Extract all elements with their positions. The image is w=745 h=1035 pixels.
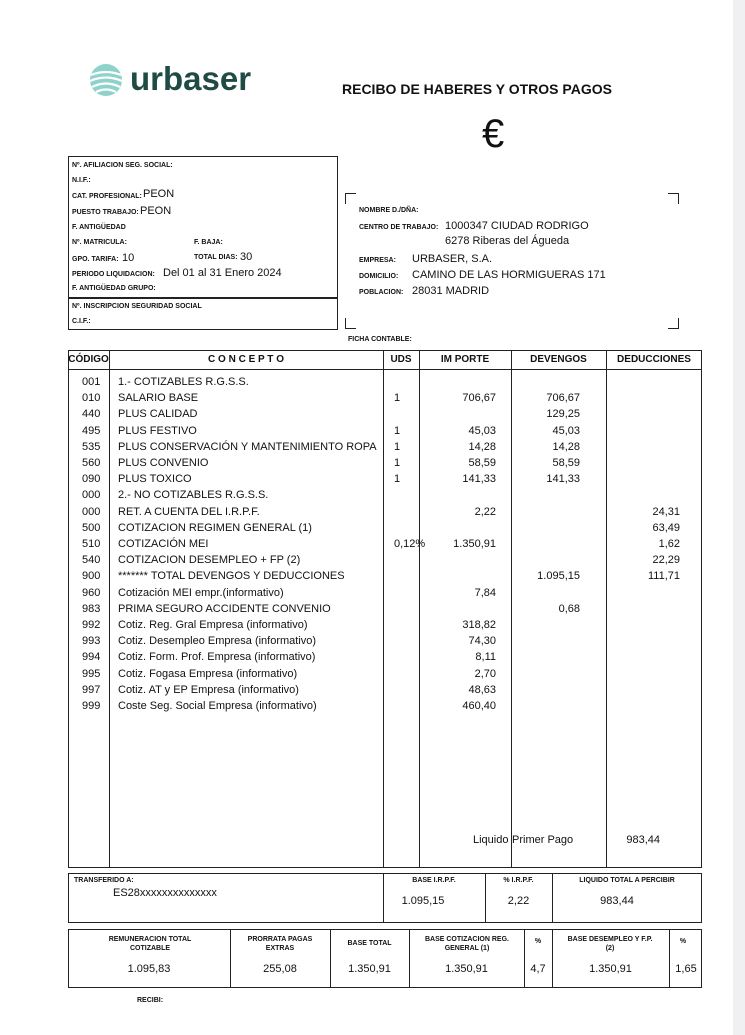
antiguedad-label: F. ANTIGÜEDAD bbox=[72, 224, 126, 231]
row-concept: SALARIO BASE bbox=[118, 392, 199, 405]
column-divider bbox=[330, 929, 331, 988]
pct1-label: % bbox=[534, 938, 542, 945]
row-concept: RET. A CUENTA DEL I.R.P.F. bbox=[118, 505, 260, 518]
row-devengos: 14,28 bbox=[552, 440, 580, 453]
row-importe: 14,28 bbox=[468, 440, 496, 453]
empresa-label: EMPRESA: bbox=[359, 257, 396, 264]
domicilio-label: DOMICILIO: bbox=[359, 273, 399, 280]
row-devengos: 129,25 bbox=[546, 408, 580, 421]
header-devengos: DEVENGOS bbox=[530, 354, 587, 365]
primer-pago-label: Primer Pago bbox=[512, 834, 574, 846]
logo-mark-icon bbox=[88, 62, 124, 98]
corner-mark bbox=[668, 318, 679, 329]
column-divider bbox=[109, 350, 110, 868]
base-total-label: BASE TOTAL bbox=[347, 940, 392, 947]
pct2-value: 1,65 bbox=[675, 963, 697, 975]
liquido-total-value: 983,44 bbox=[600, 895, 634, 907]
ficha-contable-label: FICHA CONTABLE: bbox=[348, 336, 412, 343]
column-divider bbox=[552, 929, 553, 988]
column-divider bbox=[409, 929, 410, 988]
row-code: 090 bbox=[82, 473, 101, 486]
row-concept: Coste Seg. Social Empresa (informativo) bbox=[118, 700, 317, 712]
row-code: 500 bbox=[82, 521, 101, 534]
row-code: 983 bbox=[82, 602, 101, 615]
row-deducciones: 24,31 bbox=[652, 505, 680, 518]
row-code: 997 bbox=[82, 683, 101, 696]
row-importe: 318,82 bbox=[462, 619, 496, 631]
row-code: 510 bbox=[82, 538, 101, 550]
row-concept: 1.- COTIZABLES R.G.S.S. bbox=[118, 376, 249, 388]
corner-mark bbox=[345, 193, 356, 204]
puesto-label: PUESTO TRABAJO: bbox=[72, 209, 139, 216]
dias-label: TOTAL DIAS: bbox=[194, 254, 238, 261]
row-importe: 45,03 bbox=[468, 424, 496, 437]
row-concept: Cotiz. Fogasa Empresa (informativo) bbox=[118, 667, 298, 680]
row-concept: PLUS CALIDAD bbox=[118, 408, 198, 421]
base-irpf-value: 1.095,15 bbox=[401, 895, 445, 907]
row-deducciones: 22,29 bbox=[652, 554, 680, 567]
row-code: 010 bbox=[82, 392, 101, 405]
dias-value: 30 bbox=[240, 251, 253, 263]
column-divider bbox=[383, 350, 384, 868]
row-code: 992 bbox=[82, 619, 101, 631]
row-importe: 58,59 bbox=[468, 457, 496, 469]
prorrata-value: 255,08 bbox=[263, 963, 297, 975]
row-importe: 48,63 bbox=[468, 683, 496, 696]
corner-mark bbox=[668, 193, 679, 204]
document-title: RECIBO DE HABERES Y OTROS PAGOS bbox=[342, 81, 612, 97]
column-divider bbox=[606, 350, 607, 868]
pct-irpf-label: % I.R.P.F. bbox=[503, 877, 534, 884]
header-uds: UDS bbox=[390, 354, 412, 365]
account-number: ES28xxxxxxxxxxxxxx bbox=[113, 887, 217, 899]
row-code: 999 bbox=[82, 700, 101, 712]
page-edge bbox=[733, 0, 745, 1035]
base-irpf-label: BASE I.R.P.F. bbox=[412, 877, 456, 884]
recibi-label: RECIBI: bbox=[137, 997, 164, 1004]
row-devengos: 1.095,15 bbox=[537, 570, 580, 583]
row-concept: COTIZACION REGIMEN GENERAL (1) bbox=[118, 521, 312, 534]
row-concept: Cotiz. AT y EP Empresa (informativo) bbox=[118, 683, 299, 696]
row-deducciones: 1,62 bbox=[658, 538, 680, 550]
corner-mark bbox=[345, 318, 356, 329]
row-uds: 1 bbox=[394, 424, 401, 437]
tarifa-value: 10 bbox=[122, 252, 135, 264]
pct1-value: 4,7 bbox=[530, 963, 546, 975]
centro-value: 1000347 CIUDAD RODRIGO bbox=[445, 220, 589, 232]
row-uds: 1 bbox=[394, 440, 401, 453]
row-importe: 141,33 bbox=[462, 473, 496, 486]
row-code: 535 bbox=[82, 440, 101, 453]
row-concept: PRIMA SEGURO ACCIDENTE CONVENIO bbox=[118, 602, 331, 615]
row-concept: ******* TOTAL DEVENGOS Y DEDUCCIONES bbox=[118, 570, 345, 583]
centro-value-2: 6278 Riberas del Águeda bbox=[445, 235, 570, 247]
row-uds: 1 bbox=[394, 457, 401, 469]
row-devengos: 45,03 bbox=[552, 424, 580, 437]
liquido-total-label: LIQUIDO TOTAL A PERCIBIR bbox=[579, 877, 675, 884]
row-devengos: 0,68 bbox=[558, 602, 580, 615]
row-importe: 8,11 bbox=[475, 651, 496, 664]
row-concept: COTIZACIÓN MEI bbox=[118, 538, 209, 550]
header-concepto: C O N C E P T O bbox=[208, 354, 284, 365]
periodo-value: Del 01 al 31 Enero 2024 bbox=[163, 267, 282, 279]
row-code: 960 bbox=[82, 586, 101, 599]
row-code: 900 bbox=[82, 570, 101, 583]
row-uds: 1 bbox=[394, 473, 401, 486]
row-concept: Cotización MEI empr.(informativo) bbox=[118, 586, 284, 599]
domicilio-value: CAMINO DE LAS HORMIGUERAS 171 bbox=[412, 269, 606, 281]
baja-label: F. BAJA: bbox=[194, 239, 223, 246]
nif-label: N.I.F.: bbox=[72, 177, 91, 184]
pct-irpf-value: 2,22 bbox=[507, 895, 530, 907]
row-deducciones: 63,49 bbox=[652, 521, 680, 534]
prorrata-label: PRORRATA PAGAS EXTRAS bbox=[247, 936, 313, 952]
currency-symbol: € bbox=[482, 112, 505, 156]
header-deducciones: DEDUCCIONES bbox=[617, 354, 691, 365]
liquido-value: 983,44 bbox=[626, 834, 660, 846]
row-importe: 1.350,91 bbox=[453, 538, 496, 550]
row-importe: 7,84 bbox=[474, 586, 496, 599]
row-code: 995 bbox=[82, 667, 101, 680]
row-importe: 706,67 bbox=[462, 392, 496, 405]
row-devengos: 706,67 bbox=[546, 392, 580, 405]
bdes-value: 1.350,91 bbox=[589, 963, 632, 975]
nombre-label: NOMBRE D./DÑA: bbox=[359, 207, 419, 214]
row-concept: Cotiz. Form. Prof. Empresa (informativo) bbox=[118, 651, 316, 664]
row-concept: PLUS CONSERVACIÓN Y MANTENIMIENTO ROPA bbox=[118, 440, 377, 453]
base-total-value: 1.350,91 bbox=[348, 963, 391, 975]
inscripcion-label: Nº. INSCRIPCION SEGURIDAD SOCIAL bbox=[72, 303, 202, 310]
row-importe: 2,70 bbox=[474, 667, 496, 680]
puesto-value: PEON bbox=[140, 205, 172, 217]
row-concept: 2.- NO COTIZABLES R.G.S.S. bbox=[118, 489, 269, 502]
bdes-label: BASE DESEMPLEO Y F.P. (2) bbox=[567, 936, 653, 952]
tarifa-label: GPO. TARIFA: bbox=[72, 256, 119, 263]
afiliacion-label: Nº. AFILIACION SEG. SOCIAL: bbox=[72, 162, 173, 169]
row-concept: PLUS FESTIVO bbox=[118, 424, 197, 437]
rem-label: REMUNERACION TOTAL COTIZABLE bbox=[108, 936, 192, 952]
transferido-label: TRANSFERIDO A: bbox=[74, 877, 134, 884]
row-code: 495 bbox=[82, 424, 101, 437]
row-importe: 2,22 bbox=[474, 505, 496, 518]
cif-label: C.I.F.: bbox=[72, 318, 91, 325]
bcrg-value: 1.350,91 bbox=[445, 963, 488, 975]
row-uds: 1 bbox=[394, 392, 401, 405]
empresa-value: URBASER, S.A. bbox=[412, 253, 493, 265]
centro-label: CENTRO DE TRABAJO: bbox=[359, 224, 439, 231]
pct2-label: % bbox=[679, 938, 687, 945]
poblacion-label: POBLACION: bbox=[359, 289, 404, 296]
row-code: 994 bbox=[82, 651, 101, 664]
poblacion-value: 28031 MADRID bbox=[412, 285, 490, 297]
row-code: 001 bbox=[82, 376, 101, 388]
row-code: 440 bbox=[82, 408, 101, 421]
cat-label: CAT. PROFESIONAL: bbox=[72, 193, 142, 200]
bcrg-label: BASE COTIZACION REG. GENERAL (1) bbox=[424, 936, 509, 952]
column-divider bbox=[230, 929, 231, 988]
row-devengos: 141,33 bbox=[546, 473, 580, 486]
header-codigo: CÓDIGO bbox=[68, 354, 109, 365]
rem-value: 1.095,83 bbox=[127, 963, 171, 975]
periodo-label: PERIODO LIQUIDACION: bbox=[72, 271, 155, 278]
logo-wordmark: urbaser bbox=[130, 60, 252, 97]
antiguedad-grupo-label: F. ANTIGÜEDAD GRUPO: bbox=[72, 285, 156, 292]
row-devengos: 58,59 bbox=[552, 457, 580, 469]
liquido-label: Liquido bbox=[473, 834, 509, 846]
row-concept: Cotiz. Desempleo Empresa (informativo) bbox=[118, 635, 317, 648]
row-concept: COTIZACION DESEMPLEO + FP (2) bbox=[118, 554, 301, 567]
row-concept: Cotiz. Reg. Gral Empresa (informativo) bbox=[118, 619, 308, 631]
matricula-label: Nº. MATRICULA: bbox=[72, 239, 127, 246]
row-importe: 74,30 bbox=[468, 635, 496, 648]
row-importe: 460,40 bbox=[462, 700, 496, 712]
row-code: 560 bbox=[82, 457, 101, 469]
row-code: 000 bbox=[82, 489, 101, 502]
row-code: 000 bbox=[82, 505, 101, 518]
row-code: 993 bbox=[82, 635, 101, 648]
row-uds: 0,12% bbox=[394, 538, 426, 550]
row-code: 540 bbox=[82, 554, 101, 567]
row-deducciones: 111,71 bbox=[647, 570, 680, 583]
cat-value: PEON bbox=[143, 188, 175, 200]
urbaser-logo bbox=[88, 60, 278, 100]
row-concept: PLUS CONVENIO bbox=[118, 457, 209, 469]
row-concept: PLUS TOXICO bbox=[118, 473, 192, 486]
header-importe: IM PORTE bbox=[440, 354, 490, 365]
